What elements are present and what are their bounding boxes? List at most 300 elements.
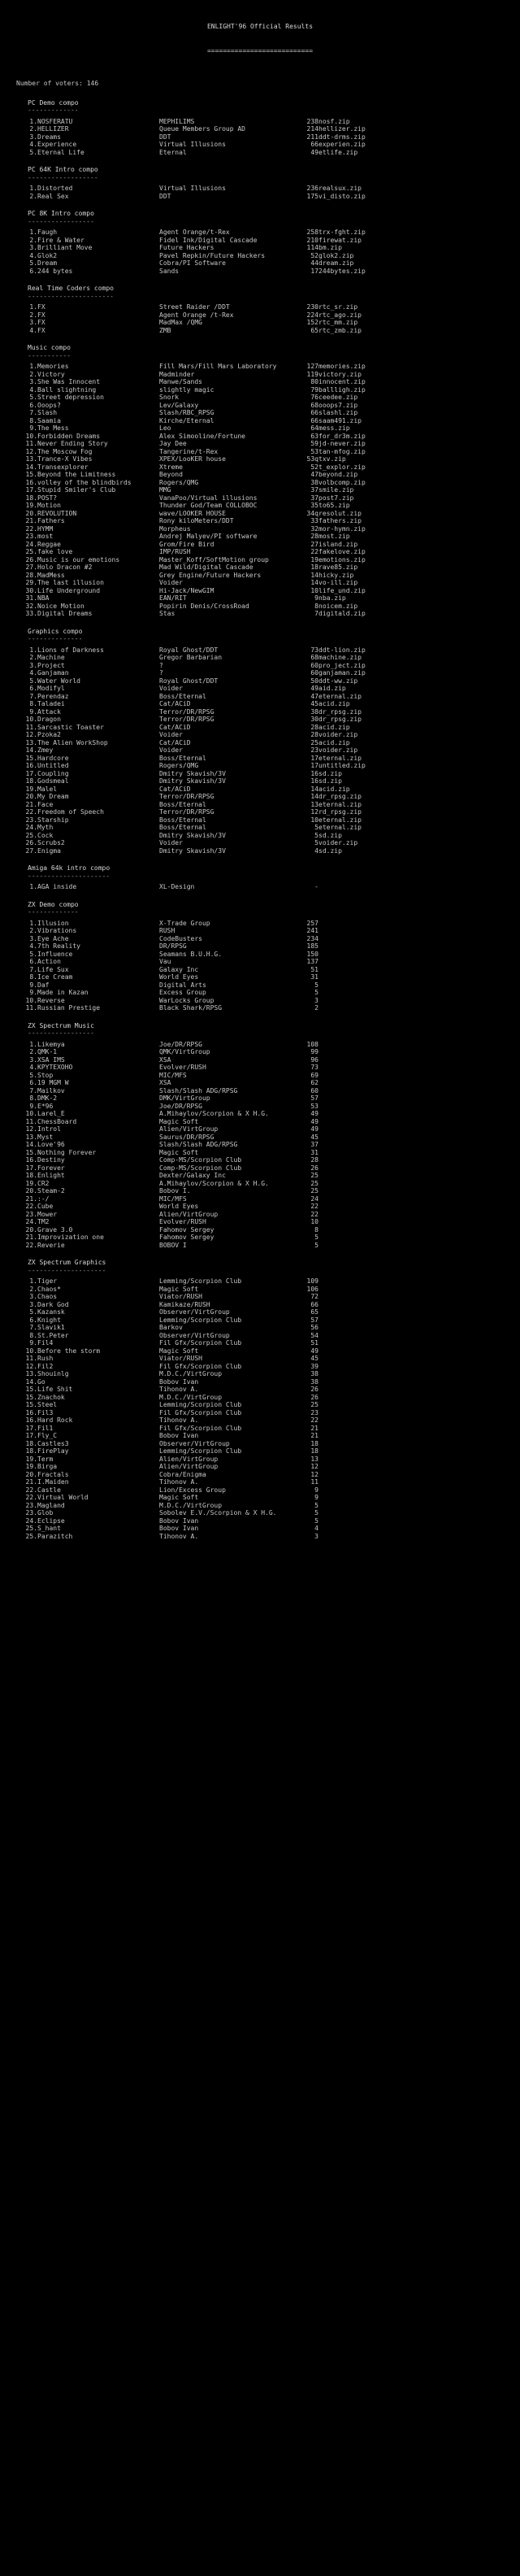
table-row xyxy=(16,973,318,981)
entry-votes: 23 xyxy=(310,746,318,754)
entry-votes: 211 xyxy=(306,133,318,141)
entry-rank: 24. xyxy=(25,1218,37,1225)
table-row xyxy=(16,724,366,732)
section-underline: ----------------- xyxy=(28,217,94,225)
table-row xyxy=(16,935,318,943)
entry-rank: 21. xyxy=(25,1478,37,1486)
entry-title: Cube xyxy=(37,1203,54,1210)
table-row xyxy=(16,1401,318,1409)
entry-votes: 65 xyxy=(310,326,318,334)
entry-file: ddt-ww.zip xyxy=(318,677,358,685)
entry-title: Glok2 xyxy=(37,251,58,259)
entry-rank: 2. xyxy=(29,192,37,200)
entry-rank: 6. xyxy=(29,685,37,692)
table-row xyxy=(16,646,366,655)
entry-author: M.D.C./VirtGroup xyxy=(159,1393,223,1401)
entry-title: Fire & Water xyxy=(37,236,84,244)
table-row xyxy=(16,479,366,487)
entry-votes: 22 xyxy=(310,548,318,555)
entry-author: DR/RPSG xyxy=(159,942,187,950)
entry-author: XL-Design xyxy=(159,883,195,890)
entry-rank: 29. xyxy=(25,579,37,586)
entry-rank: 19. xyxy=(25,502,37,509)
entry-rank: 6. xyxy=(29,1316,37,1324)
table-row xyxy=(16,731,366,739)
entry-votes: - xyxy=(314,883,318,890)
entry-author: Voider xyxy=(159,839,183,846)
entry-votes: 12 xyxy=(310,1470,318,1478)
entry-title: 19 MGM W xyxy=(37,1079,69,1086)
entry-votes: 26 xyxy=(310,1386,318,1393)
entry-rank: 22. xyxy=(25,1241,37,1249)
entry-author: Tangerine/t-Rex xyxy=(159,447,219,455)
entry-title: Street depression xyxy=(37,394,104,401)
entry-title: Made in Kazan xyxy=(37,989,89,996)
table-row xyxy=(16,1409,318,1417)
entry-votes: 26 xyxy=(310,1393,318,1401)
entry-author: Excess Group xyxy=(159,989,206,996)
entry-votes: 34q xyxy=(306,509,318,517)
entry-rank: 21. xyxy=(25,1194,37,1203)
compo-section xyxy=(5,864,515,891)
entry-votes: 18 xyxy=(310,1447,318,1455)
entry-rank: 25. xyxy=(25,1525,37,1532)
table-row xyxy=(16,755,366,763)
entry-votes: 230 xyxy=(306,303,318,311)
table-row xyxy=(16,486,366,494)
table-row xyxy=(16,669,366,677)
table-row xyxy=(16,1332,318,1340)
entry-votes: 22 xyxy=(310,1416,318,1424)
entry-title: Magland xyxy=(37,1501,65,1509)
table-row xyxy=(16,777,366,785)
entry-votes: 5 xyxy=(314,989,318,996)
entry-rank: 31. xyxy=(25,594,37,602)
table-row xyxy=(16,1347,318,1355)
entry-votes: 37 xyxy=(310,486,318,494)
entry-votes: 14 xyxy=(310,785,318,793)
entry-votes: 17 xyxy=(310,762,318,769)
voters-count: Number of voters: 146 xyxy=(16,80,99,87)
table-row xyxy=(16,402,366,410)
entry-author: Lemming/Scorpion Club xyxy=(159,1316,242,1324)
entry-votes: 49 xyxy=(310,1125,318,1133)
entry-author: Fil Gfx/Scorpion Club xyxy=(159,1408,242,1416)
entry-author: Magic Soft xyxy=(159,1347,199,1355)
entry-file: ganjaman.zip xyxy=(318,669,366,677)
section-title: ZX Demo compo xyxy=(28,900,79,908)
entry-title: Slash xyxy=(37,409,58,416)
table-row xyxy=(16,1072,318,1080)
entry-rank: 17. xyxy=(25,1432,37,1439)
entry-file: aid.zip xyxy=(318,685,346,692)
table-row xyxy=(16,417,366,425)
entry-file: ddt-lion.zip xyxy=(318,646,366,654)
entry-title: Hardcore xyxy=(37,754,69,762)
entry-title: AGA inside xyxy=(37,883,77,890)
entry-votes: 56 xyxy=(310,1324,318,1331)
entry-rank: 27. xyxy=(25,846,37,855)
entry-votes: 28 xyxy=(310,731,318,738)
entry-rank: 4. xyxy=(29,326,37,334)
entry-author: Dmitry Skavish/3V xyxy=(159,846,226,855)
table-row xyxy=(16,1471,318,1479)
entry-rank: 17. xyxy=(25,769,37,777)
entry-author: ZMB xyxy=(159,326,171,334)
entry-title: Virtual World xyxy=(37,1494,89,1501)
entry-author: Mad Wild/Digital Cascade xyxy=(159,564,254,571)
entry-author: Rogers/QMG xyxy=(159,762,199,769)
entry-author: Bobov Ivan xyxy=(159,1432,199,1439)
entry-rank: 5. xyxy=(29,259,37,267)
table-row xyxy=(16,564,366,572)
entry-votes: 11 xyxy=(310,1478,318,1486)
table-row xyxy=(16,1103,318,1111)
entry-title: QMK-1 xyxy=(37,1048,58,1055)
entry-title: Holo Dracon #2 xyxy=(37,564,93,571)
entry-file: pro_ject.zip xyxy=(318,661,366,669)
entry-author: Cobra/Enigma xyxy=(159,1470,206,1478)
entry-rank: 26. xyxy=(25,839,37,846)
section-title: PC Demo compo xyxy=(28,98,79,107)
entry-title: FirePlay xyxy=(37,1447,69,1455)
entry-rank: 19. xyxy=(25,1455,37,1463)
table-row xyxy=(16,1048,318,1056)
entry-author: MMG xyxy=(159,486,171,494)
entry-author: Boss/Eternal xyxy=(159,800,206,808)
entry-title: Life Shit xyxy=(37,1386,73,1393)
entry-rank: 17. xyxy=(25,1424,37,1432)
table-row xyxy=(16,832,366,840)
entry-title: Freedom of Speech xyxy=(37,808,104,816)
entry-rank: 22. xyxy=(25,1494,37,1501)
entry-file: voider.zip xyxy=(318,731,358,738)
entry-author: Tihonov A. xyxy=(159,1478,199,1486)
entry-votes: 66 xyxy=(310,416,318,424)
table-row xyxy=(16,942,318,951)
entry-title: ChessBoard xyxy=(37,1117,77,1125)
entry-author: Magic Soft xyxy=(159,1117,199,1125)
entry-file: acid.zip xyxy=(318,723,350,731)
entry-votes: 10 xyxy=(310,586,318,594)
entry-rank: 2. xyxy=(29,927,37,934)
entry-author: Beyond xyxy=(159,471,183,478)
entry-votes: 234 xyxy=(306,934,318,942)
table-row xyxy=(16,378,366,386)
entry-file: hicky.zip xyxy=(318,571,354,579)
entry-rank: 18. xyxy=(25,1439,37,1447)
entry-title: Mower xyxy=(37,1210,58,1218)
entry-title: Malel xyxy=(37,785,58,793)
entry-votes: 4 xyxy=(314,846,318,855)
entry-votes: 38 xyxy=(310,707,318,716)
entry-title: Attack xyxy=(37,707,61,716)
table-row xyxy=(16,770,366,778)
entry-rank: 20. xyxy=(25,509,37,517)
entry-author: Viator/RUSH xyxy=(159,1293,202,1300)
entry-votes: 10 xyxy=(310,1218,318,1225)
entry-title: Fil3 xyxy=(37,1408,54,1416)
entry-author: Andrej Malyev/PI software xyxy=(159,533,258,540)
table-row xyxy=(16,303,362,311)
table-row xyxy=(16,594,366,603)
entry-author: IMP/RUSH xyxy=(159,548,191,555)
entry-rank: 20. xyxy=(25,793,37,800)
entry-author: RUSH xyxy=(159,927,176,934)
entry-rank: 26. xyxy=(25,555,37,564)
table-row xyxy=(16,1456,318,1464)
entry-title: 244 bytes xyxy=(37,267,73,275)
entry-title: Myth xyxy=(37,824,54,831)
section-underline: ------------- xyxy=(28,107,79,114)
entry-title: Beyond the Limitness xyxy=(37,471,116,478)
entry-file: slashl.zip xyxy=(318,409,358,416)
entry-votes: 60 xyxy=(310,1086,318,1094)
table-row xyxy=(16,793,366,801)
entry-file: ddt-drms.zip xyxy=(318,133,366,141)
entry-votes: 21 xyxy=(310,1432,318,1439)
entry-author: Cat/ACiD xyxy=(159,723,191,731)
entry-file: rd_rpsg.zip xyxy=(318,808,362,816)
entry-rank: 17. xyxy=(25,1164,37,1172)
entry-votes: 79 xyxy=(310,385,318,394)
entry-author: Magic Soft xyxy=(159,1494,199,1501)
entry-author: Saurus/DR/RPSG xyxy=(159,1133,214,1141)
entry-title: Cock xyxy=(37,831,54,839)
entry-rank: 14. xyxy=(25,1377,37,1386)
entry-author: Dexter/Galaxy Inc xyxy=(159,1172,226,1179)
entry-rank: 11. xyxy=(25,1117,37,1125)
table-row xyxy=(16,610,366,618)
entry-rank: 14. xyxy=(25,746,37,754)
entry-title: Daf xyxy=(37,981,50,989)
entry-rank: 24. xyxy=(25,1516,37,1525)
entry-votes: 17 xyxy=(310,754,318,762)
entry-votes: 9 xyxy=(314,1494,318,1501)
results-table xyxy=(16,920,318,1012)
table-row xyxy=(16,785,366,794)
entry-rank: 22. xyxy=(25,1203,37,1210)
entry-votes: 127 xyxy=(306,363,318,370)
entry-title: Taladei xyxy=(37,700,65,707)
entry-votes: 30 xyxy=(310,716,318,723)
entry-title: Fractals xyxy=(37,1470,69,1478)
section-title: Graphics compo xyxy=(28,627,83,635)
table-row xyxy=(16,1141,318,1149)
entry-title: volley of the blindbirds xyxy=(37,478,132,486)
entry-votes: 63 xyxy=(310,432,318,440)
table-row xyxy=(16,1110,318,1118)
entry-rank: 25. xyxy=(25,1532,37,1540)
entry-title: FX xyxy=(37,326,46,334)
table-row xyxy=(16,1463,318,1471)
entry-votes: 31 xyxy=(310,973,318,981)
table-row xyxy=(16,1425,318,1433)
entry-rank: 1. xyxy=(29,303,37,311)
entry-title: Memories xyxy=(37,363,69,370)
table-row xyxy=(16,587,366,595)
entry-file: nosf.zip xyxy=(318,117,350,125)
table-row xyxy=(16,494,366,503)
entry-votes: 17 xyxy=(310,267,318,275)
entry-title: Vibrations xyxy=(37,927,77,934)
entry-author: Boss/Eternal xyxy=(159,692,206,700)
entry-rank: 20. xyxy=(25,1225,37,1234)
entry-votes: 114 xyxy=(306,244,318,251)
entry-file: rtc_ago.zip xyxy=(318,311,362,319)
entry-rank: 1. xyxy=(29,883,37,890)
entry-rank: 13. xyxy=(25,1133,37,1141)
entry-votes: 80 xyxy=(310,378,318,385)
table-row xyxy=(16,533,366,541)
entry-rank: 21. xyxy=(25,517,37,524)
entry-title: Term xyxy=(37,1455,54,1463)
entry-title: Never Ending Story xyxy=(37,440,108,447)
table-row xyxy=(16,363,366,371)
entry-file: sd.zip xyxy=(318,777,342,785)
entry-votes: 66 xyxy=(310,141,318,148)
entry-votes: 25 xyxy=(310,1401,318,1408)
entry-votes: 64 xyxy=(310,424,318,432)
entry-rank: 8. xyxy=(29,700,37,707)
entry-title: Before the storm xyxy=(37,1347,101,1355)
entry-votes: 22 xyxy=(310,1210,318,1218)
page-title xyxy=(5,7,515,72)
entry-rank: 22. xyxy=(25,808,37,816)
table-row xyxy=(16,693,366,701)
entry-title: Forbidden Dreams xyxy=(37,432,101,440)
table-row xyxy=(16,808,366,816)
entry-author: Lev/Galaxy xyxy=(159,401,199,409)
entry-title: REVOLUTION xyxy=(37,509,77,517)
entry-file: sd.zip xyxy=(318,769,342,777)
entry-title: Hard Rock xyxy=(37,1416,73,1424)
entry-rank: 3. xyxy=(29,661,37,669)
entry-author: Virtual Illusions xyxy=(159,185,226,192)
entry-votes: 28 xyxy=(310,533,318,540)
entry-votes: 258 xyxy=(306,228,318,236)
entry-rank: 32. xyxy=(25,602,37,610)
table-row xyxy=(16,1301,318,1309)
entry-votes: 68 xyxy=(310,401,318,409)
entry-author: ? xyxy=(159,669,163,677)
entry-author: Virtual Illusions xyxy=(159,141,226,148)
compo-section xyxy=(5,210,515,275)
entry-file: for_dr3m.zip xyxy=(318,432,366,440)
entry-title: Victory xyxy=(37,370,65,378)
entry-rank: 24. xyxy=(25,540,37,548)
entry-rank: 18. xyxy=(25,1447,37,1455)
table-row xyxy=(16,816,366,825)
entry-author: Bobov Ivan xyxy=(159,1377,199,1386)
entry-title: Improvization one xyxy=(37,1234,104,1241)
entry-rank: 4. xyxy=(29,251,37,259)
entry-author: Jay Dee xyxy=(159,440,187,447)
entry-rank: 10. xyxy=(25,716,37,723)
entry-title: Reverse xyxy=(37,996,65,1004)
entry-title: MadMess xyxy=(37,571,65,579)
entry-votes: 109 xyxy=(306,1277,318,1285)
entry-file: eternal.zip xyxy=(318,692,362,700)
entry-title: Fil1 xyxy=(37,1424,54,1432)
entry-rank: 22. xyxy=(25,1486,37,1494)
entry-file: eternal.zip xyxy=(318,800,362,808)
entry-author: Popirin Denis/CrossRoad xyxy=(159,602,249,610)
table-row xyxy=(16,654,366,662)
entry-votes: 59 xyxy=(310,440,318,447)
table-row xyxy=(16,1308,318,1316)
entry-votes: 38 xyxy=(310,478,318,486)
entry-rank: 30. xyxy=(25,586,37,594)
table-row xyxy=(16,1172,318,1180)
table-row xyxy=(16,440,366,448)
entry-title: The Alien WorkShop xyxy=(37,738,108,746)
entry-author: Galaxy Inc xyxy=(159,965,199,973)
entry-rank: 8. xyxy=(29,973,37,981)
entry-votes: 68 xyxy=(310,654,318,661)
table-row xyxy=(16,1079,318,1087)
entry-author: Kamikaze/RUSH xyxy=(159,1300,210,1308)
compo-section xyxy=(5,1022,515,1250)
table-row xyxy=(16,1164,318,1173)
entry-title: NBA xyxy=(37,594,50,602)
entry-title: Action xyxy=(37,958,61,965)
entry-file: sd.zip xyxy=(318,846,342,855)
entry-votes: 35 xyxy=(310,502,318,509)
table-row xyxy=(16,463,366,472)
entry-author: Boss/Eternal xyxy=(159,824,206,831)
entry-title: Life Underground xyxy=(37,586,101,594)
entry-rank: 12. xyxy=(25,1362,37,1370)
table-row xyxy=(16,1525,318,1533)
table-row xyxy=(16,716,366,724)
table-row xyxy=(16,966,318,974)
entry-title: Rush xyxy=(37,1355,54,1362)
table-row xyxy=(16,1149,318,1157)
entry-rank: 5. xyxy=(29,394,37,401)
entry-votes: 3 xyxy=(314,1532,318,1540)
entry-author: M.D.C./VirtGroup xyxy=(159,1501,223,1509)
table-row xyxy=(16,1041,318,1049)
entry-rank: 3. xyxy=(29,133,37,141)
compo-section xyxy=(5,99,515,157)
entry-votes: 49 xyxy=(310,685,318,692)
table-row xyxy=(16,1447,318,1456)
entry-votes: 108 xyxy=(306,1040,318,1048)
entry-title: Forever xyxy=(37,1164,65,1172)
compo-section xyxy=(5,628,515,855)
entry-file: volbcomp.zip xyxy=(318,478,366,486)
entry-author: Morpheus xyxy=(159,524,191,533)
entry-file: realsux.zip xyxy=(318,185,362,192)
entry-rank: 15. xyxy=(25,1393,37,1401)
entry-rank: 3. xyxy=(29,244,37,251)
entry-rank: 24. xyxy=(25,824,37,831)
section-underline: ----------- xyxy=(28,351,71,359)
entry-author: Stas xyxy=(159,610,176,617)
table-row xyxy=(16,708,366,716)
entry-file: ooops7.zip xyxy=(318,401,358,409)
table-row xyxy=(16,1180,318,1188)
table-row xyxy=(16,1478,318,1486)
table-row xyxy=(16,252,366,260)
entry-title: :-/ xyxy=(37,1194,50,1203)
entry-votes: 47 xyxy=(310,471,318,478)
entry-votes: 106 xyxy=(306,1285,318,1293)
entry-title: Influence xyxy=(37,950,73,958)
table-row xyxy=(16,327,362,335)
entry-rank: 11. xyxy=(25,723,37,731)
